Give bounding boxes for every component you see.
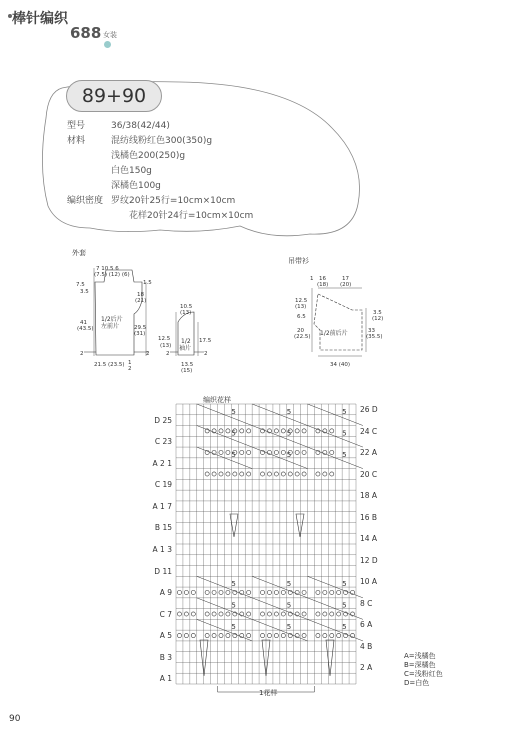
coat-side: 29.5 [134,325,147,331]
cable-count: 5 [231,429,236,438]
cami-left-a: 12.5 [295,298,308,304]
cable-count: 5 [342,580,347,589]
chart-left-label: B 3 [159,652,172,662]
stitch-circle [191,612,195,616]
spec-row-2: 材料 混纺线粉红色300(350)g [67,136,213,146]
spec-row-1: 型号 36/38(42/44) [67,121,170,131]
pattern-number: 89+90 [66,80,162,112]
sleeve-piece2: 袖片 [179,345,192,352]
repeat-label: 1花样 [259,689,278,697]
spec-row-5: 深橘色100g [111,181,161,191]
stitch-circle [191,590,195,594]
cami-top-b: 16 [319,276,326,282]
cable-count: 5 [286,407,292,416]
stitch-circle [323,612,327,616]
cami-left-b: 6.5 [297,314,306,320]
stitch-circle [323,472,327,476]
chart-left-label: D 11 [154,566,172,576]
stitch-circle [219,472,223,476]
stitch-circle [226,429,230,433]
stitch-circle [337,612,341,616]
coat-width: 21.5 (23.5) [94,362,125,368]
cami-top-a: 1 [310,276,314,282]
stitch-circle [267,633,271,637]
stitch-circle [219,612,223,616]
chart-right-label: 10 A [360,577,378,587]
stitch-circle [281,472,285,476]
coat-shoulder-l: 7.5 [76,282,85,288]
stitch-circle [191,633,195,637]
coat-armhole2: (21) [135,298,147,304]
stitch-circle [219,450,223,454]
coat-width-r: 1 [128,360,132,366]
coat-body-len2: (43.5) [77,326,94,332]
motif-mark [296,514,304,537]
chart-left-label: A 2 1 [152,458,172,468]
cable-count: 5 [231,450,236,459]
stitch-circle [247,429,251,433]
stitch-circle [219,633,223,637]
stitch-circle [281,429,285,433]
sleeve-cap-l: 12.5 [158,336,171,342]
cami-width: 34 (40) [330,362,351,368]
spec-row-3: 浅橘色200(250)g [111,151,186,161]
book-title-text: 棒针编织 [12,11,68,27]
cable-count: 5 [286,601,292,610]
stitch-circle [274,472,278,476]
cami-right-b: 33 [368,328,375,334]
stitch-circle [205,612,209,616]
stitch-circle [226,450,230,454]
chart-right-label: 22 A [360,448,378,458]
stitch-circle [295,472,299,476]
stitch-circle [316,612,320,616]
stitch-circle [330,450,334,454]
chart-right-label: 8 C [360,598,373,608]
chart-right-label: 24 C [360,426,378,436]
stitch-circle [226,472,230,476]
stitch-circle [219,429,223,433]
stitch-circle [205,472,209,476]
stitch-circle [274,633,278,637]
stitch-circle [330,590,334,594]
legend-c: C=浅粉红色 [404,670,443,678]
sleeve-top: 10.5 [180,304,193,310]
stitch-circle [281,612,285,616]
chart-right-label: 6 A [360,620,373,630]
stitch-circle [337,590,341,594]
chart-left-label: C 7 [159,609,172,619]
stitch-circle [288,472,292,476]
cami-left-c: 20 [297,328,304,334]
stitch-circle [302,612,306,616]
stitch-circle [240,472,244,476]
stitch-circle [330,472,334,476]
book-sub: 女装 [103,30,118,48]
stitch-circle [295,450,299,454]
stitch-circle [330,429,334,433]
cable-count: 5 [342,601,347,610]
stitch-circle [302,633,306,637]
cable-count: 5 [231,580,236,589]
stitch-circle [302,429,306,433]
sleeve-cuff2: (15) [181,368,193,374]
chart-right-label: 26 D [360,405,378,414]
coat-side2: (31) [134,331,146,337]
stitch-circle [274,429,278,433]
cami-top-c2: (20) [340,282,352,288]
stitch-circle [212,633,216,637]
coat-top-nums2: (7.5) (12) (6) [94,272,130,278]
chart-left-label: C 19 [154,480,172,490]
stitch-circle [212,472,216,476]
sleeve-cap-r: 17.5 [199,338,212,344]
coat-shoulder-l2: 3.5 [80,289,89,295]
chart-left-label: B 15 [154,523,172,533]
coat-piece2: 左前片 [101,323,120,330]
cable-count: 5 [231,601,236,610]
stitch-circle [260,590,264,594]
chart-right-label: 18 A [360,491,378,501]
stitch-circle [177,633,181,637]
stitch-circle [316,472,320,476]
chart-right-label: 2 A [360,663,373,673]
stitch-circle [240,450,244,454]
cami-right-a2: (12) [372,316,384,322]
chart-left-label: A 1 [159,674,172,684]
stitch-circle [247,612,251,616]
stitch-circle [260,472,264,476]
stitch-circle [274,450,278,454]
stitch-circle [281,633,285,637]
chart-left-label: A 5 [159,631,172,641]
cable-count: 5 [342,407,347,416]
stitch-circle [212,590,216,594]
page-number: 90 [9,714,21,724]
cami-top-b2: (18) [317,282,329,288]
cable-count: 5 [286,623,292,632]
cable-count: 5 [342,429,347,438]
chart-left-label: A 1 3 [152,545,172,554]
stitch-circle [281,590,285,594]
legend-b: B=深橘色 [404,661,436,669]
spec-row-6: 编织密度 罗纹20针25行=10cm×10cm [67,196,236,206]
stitch-circle [247,590,251,594]
stitch-circle [184,633,188,637]
stitch-circle [233,472,237,476]
coat-body-len: 41 [80,320,87,326]
motif-mark [200,640,208,676]
stitch-circle [260,612,264,616]
chart-left-label: C 23 [154,437,172,447]
stitch-circle [323,590,327,594]
chart-right-label: 14 A [360,534,378,544]
chart-left-label: D 25 [154,415,172,425]
stitch-circle [302,472,306,476]
sleeve-top2: (13) [180,310,192,316]
stitch-circle [184,590,188,594]
chart-right-label: 4 B [360,641,373,651]
sleeve-bot-r: 2 [204,351,208,357]
stitch-circle [330,612,334,616]
stitch-circle [274,590,278,594]
cable-count: 5 [231,623,236,632]
cami-left-c2: (22.5) [294,334,311,340]
motif-mark [326,640,334,676]
coat-armhole: 18 [137,292,144,298]
stitch-circle [337,633,341,637]
coat-shoulder-r: 1.5 [143,280,152,286]
cami-top-c: 17 [342,276,349,282]
chart-right-label: 12 D [360,555,378,565]
stitch-circle [302,450,306,454]
stitch-circle [240,429,244,433]
stitch-circle [226,590,230,594]
chart-left-label: A 9 [159,588,172,598]
stitch-circle [330,633,334,637]
stitch-circle [247,450,251,454]
color-legend [404,652,443,688]
stitch-circle [226,612,230,616]
stitch-circle [212,612,216,616]
cable-count: 5 [286,580,292,589]
spec-row-4: 白色150g [111,166,152,176]
chart-right-label: 20 C [360,469,378,479]
coat-top-nums: 7 10.5 6 [96,266,119,272]
stitch-circle [316,633,320,637]
coat-bottom-l: 2 [80,351,84,357]
chart-left-label: A 1 7 [152,501,172,511]
cable-count: 5 [286,429,292,438]
stitch-circle [247,472,251,476]
stitch-circle [274,612,278,616]
stitch-circle [281,450,285,454]
sleeve-bot-l: 2 [166,351,170,357]
sleeve-piece: 1/2 [181,338,191,345]
legend-d: D=白色 [404,679,430,687]
chart-right-label: 16 B [360,512,378,522]
book-number: 688 [70,24,102,42]
legend-a: A=浅橘色 [404,652,436,660]
cable-count: 5 [342,623,347,632]
sleeve-cap-l2: (13) [160,343,172,349]
stitch-circle [226,633,230,637]
cable-count: 5 [342,450,347,459]
cami-piece: 1/2前后片 [320,330,348,337]
stitch-circle [267,612,271,616]
cami-left-a2: (13) [295,304,307,310]
cami-right-a: 3.5 [373,310,382,316]
stitch-circle [219,590,223,594]
coat-title: 外套 [72,249,86,257]
coat-bottom-r: 2 [146,351,150,357]
coat-width-r2: 2 [128,366,132,372]
stitch-circle [316,590,320,594]
cami-right-b2: (35.5) [366,334,383,340]
sleeve-cuff: 13.5 [181,362,194,368]
cami-title: 吊带衫 [288,257,309,265]
stitch-circle [260,633,264,637]
stitch-circle [205,590,209,594]
cable-count: 5 [231,407,236,416]
coat-piece: 1/2后片 [101,316,123,323]
stitch-chart-title: 编织花样 [203,396,231,404]
stitch-circle [177,590,181,594]
stitch-circle [302,590,306,594]
stitch-circle [267,590,271,594]
spec-row-7: 花样20针24行=10cm×10cm [129,211,254,221]
cable-count: 5 [286,450,292,459]
stitch-circle [177,612,181,616]
stitch-circle [184,612,188,616]
stitch-circle [205,633,209,637]
motif-mark [230,514,238,537]
stitch-circle [323,633,327,637]
stitch-circle [295,429,299,433]
stitch-circle [247,633,251,637]
stitch-circle [267,472,271,476]
